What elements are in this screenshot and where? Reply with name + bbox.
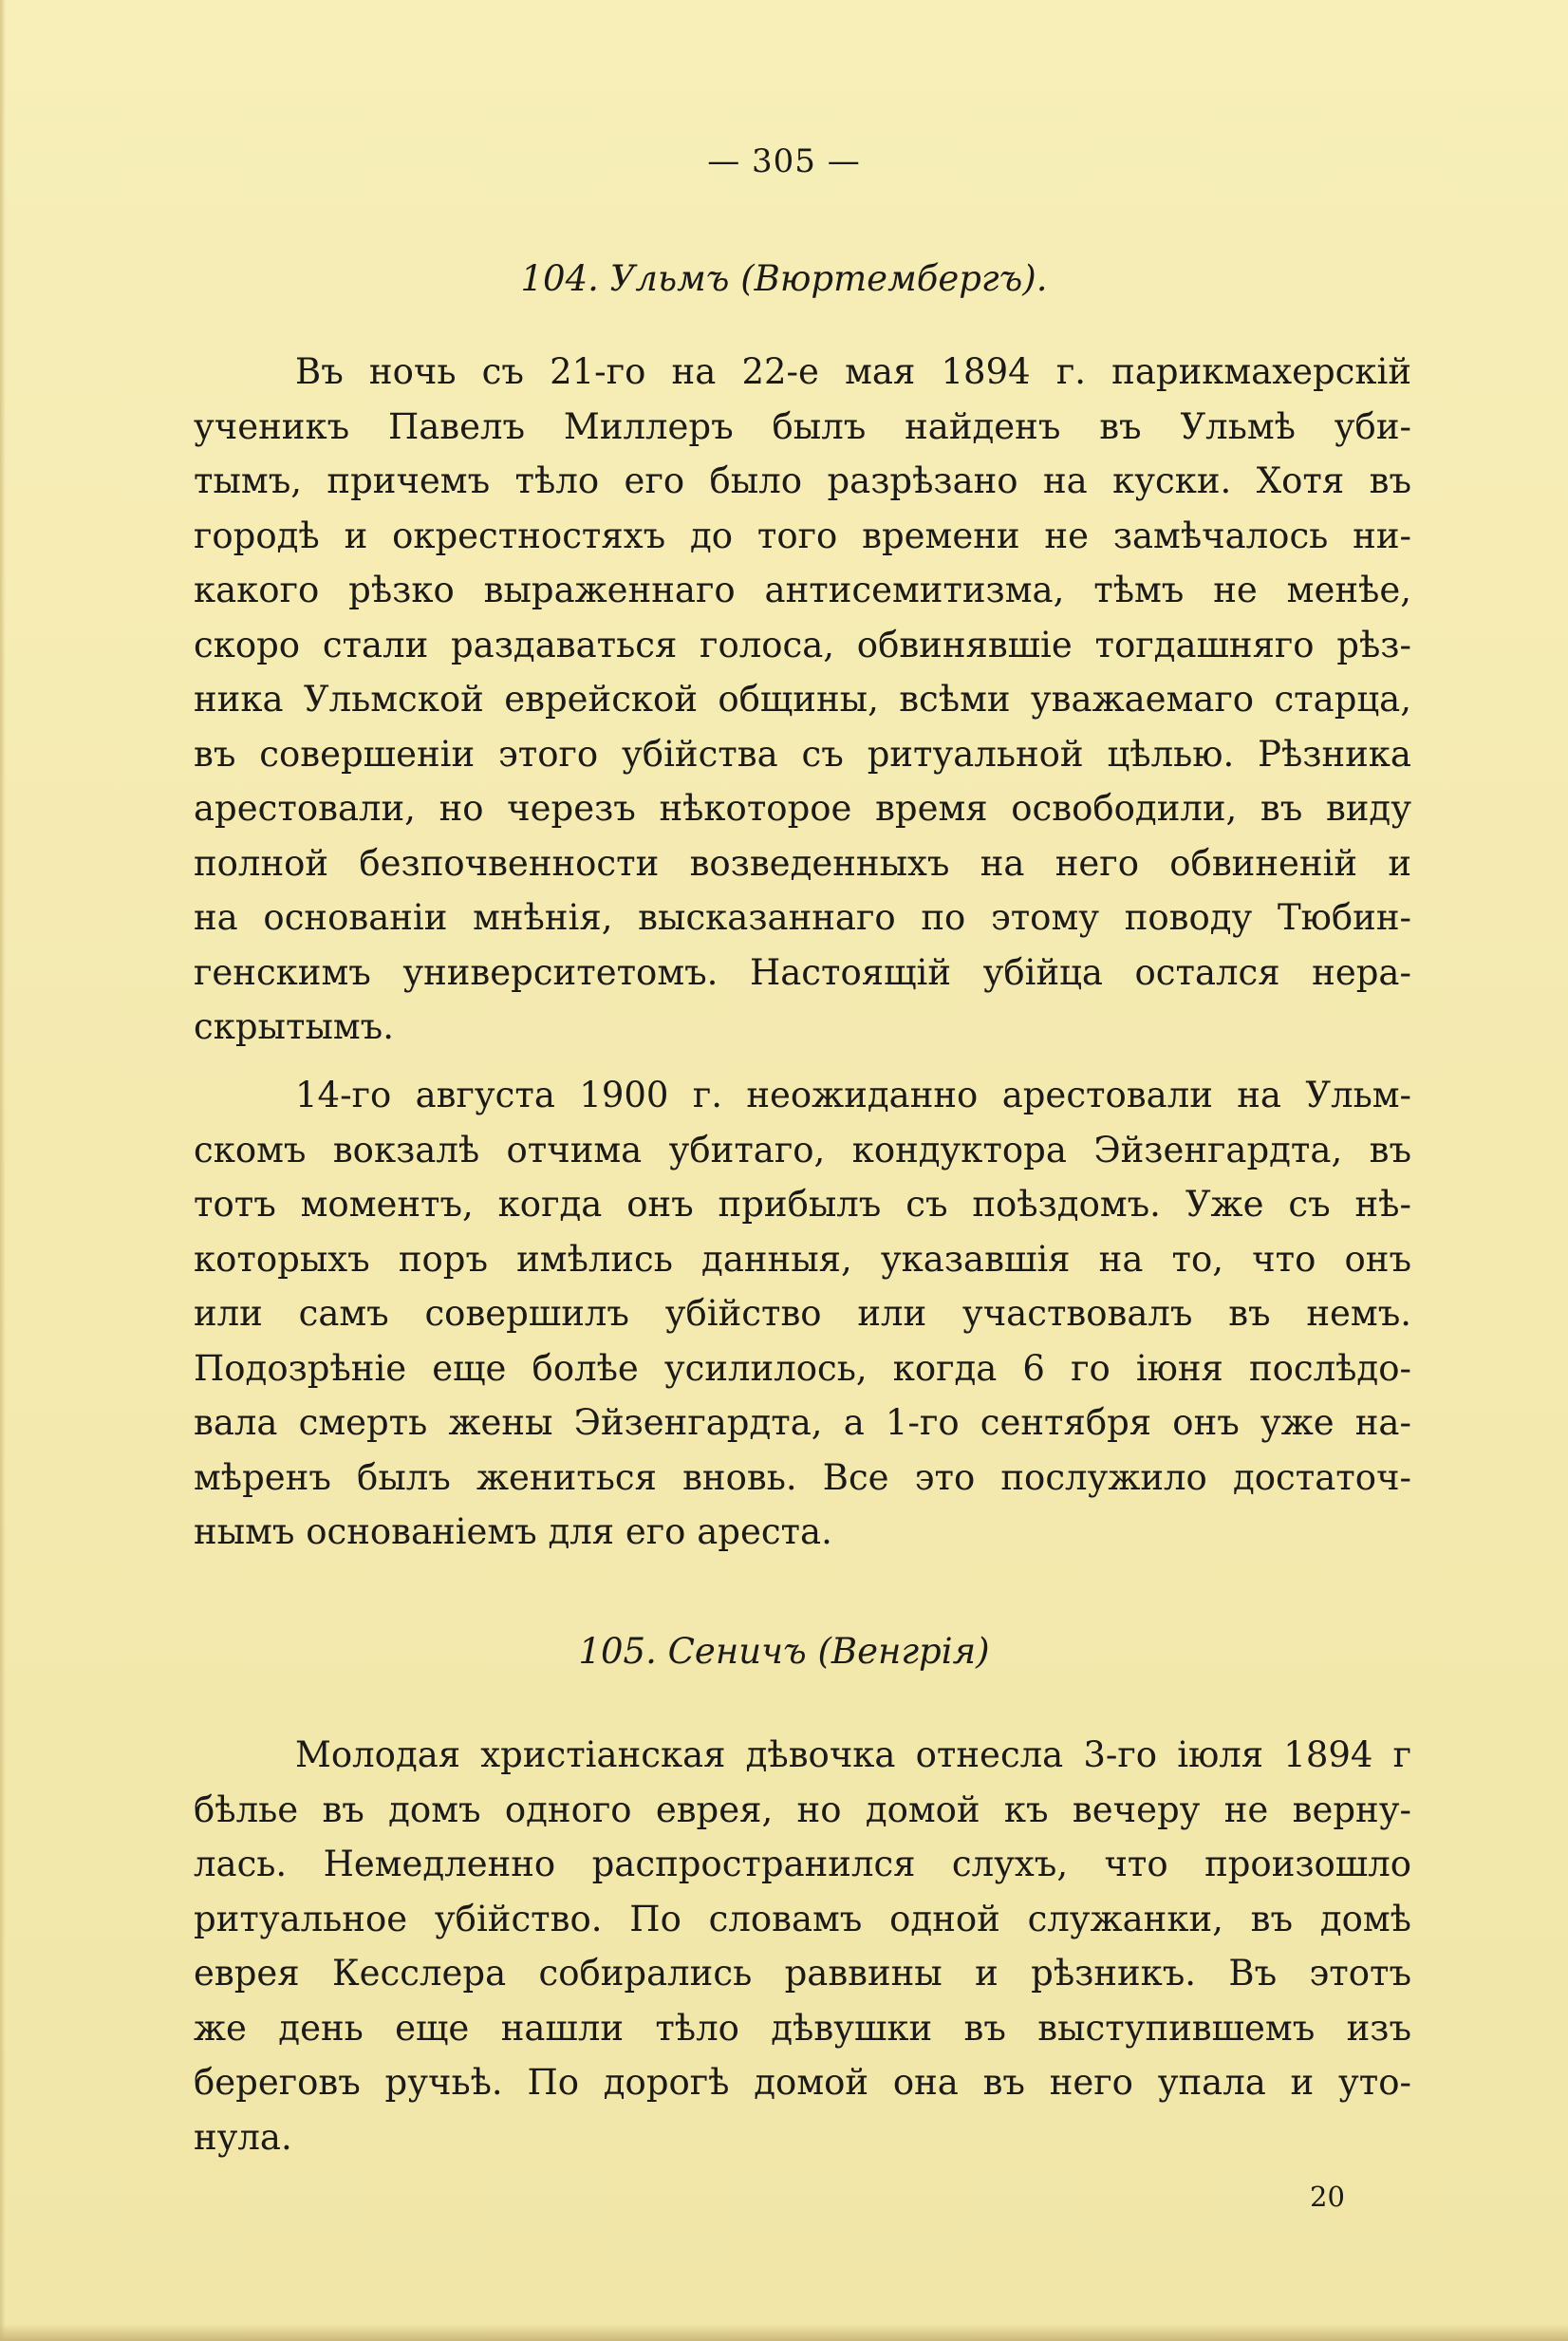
paragraph-ulm-2 xyxy=(194,1068,1411,1560)
text-line: или самъ совершилъ убійство или участвовалъ въ немъ. xyxy=(194,1293,1411,1334)
page-edge-bottom xyxy=(0,2324,1568,2341)
paragraph-ulm-1 xyxy=(194,345,1411,1055)
text-line: въ совершеніи этого убійства съ ритуальной цѣлью. Рѣзника xyxy=(194,733,1411,775)
text-line: нула. xyxy=(194,2116,292,2158)
text-line: какого рѣзко выраженнаго антисемитизма, тѣмъ не менѣе, xyxy=(194,570,1411,610)
text-line: скоро стали раздаваться голоса, обвинявшіе тогдашняго рѣз- xyxy=(194,624,1411,665)
signature-mark: 20 xyxy=(1310,2181,1345,2213)
text-line: Въ ночь съ 21-го на 22-е мая 1894 г. парикмахерскій xyxy=(295,351,1411,392)
text-line: городѣ и окрестностяхъ до того времени не замѣчалось ни- xyxy=(194,515,1411,556)
text-line: береговъ ручьѣ. По дорогѣ домой она въ него упала и уто- xyxy=(194,2062,1411,2103)
text-line: полной безпочвенности возведенныхъ на него обвиненій и xyxy=(194,842,1411,884)
paragraph-senic-1 xyxy=(194,1728,1411,2164)
text-line: ритуальное убійство. По словамъ одной служанки, въ домѣ xyxy=(194,1898,1411,1939)
text-line: тымъ, причемъ тѣло его было разрѣзано на куски. Хотя въ xyxy=(194,460,1411,501)
text-line: еврея Кесслера собирались раввины и рѣзникъ. Въ этотъ xyxy=(194,1953,1411,1994)
page-number: — 305 — xyxy=(707,142,861,180)
text-line: же день еще нашли тѣло дѣвушки въ выступившемъ изъ xyxy=(194,2007,1411,2049)
text-line: на основаніи мнѣнія, высказаннаго по этому поводу Тюбин- xyxy=(194,897,1411,938)
text-line: тотъ моментъ, когда онъ прибылъ съ поѣздомъ. Уже съ нѣ- xyxy=(194,1184,1411,1225)
section-heading-senic: 105. Сеничъ (Венгрія) xyxy=(578,1631,990,1672)
text-line: ученикъ Павелъ Миллеръ былъ найденъ въ Ульмѣ уби- xyxy=(194,405,1411,447)
section-heading-ulm: 104. Ульмъ (Вюртембергъ). xyxy=(520,258,1048,299)
text-line: скрытымъ. xyxy=(194,1006,394,1047)
text-line: ника Ульмской еврейской общины, всѣми уважаемаго старца, xyxy=(194,679,1411,720)
page-edge-left xyxy=(0,0,6,2341)
text-line: 14-го августа 1900 г. неожиданно арестовали на Ульм- xyxy=(295,1075,1411,1115)
text-line: мѣренъ былъ жениться вновь. Все это послужило достаточ- xyxy=(194,1456,1411,1498)
text-line: вала смерть жены Эйзенгардта, а 1-го сентября онъ уже на- xyxy=(194,1402,1411,1443)
text-line: Подозрѣніе еще болѣе усилилось, когда 6 го іюня послѣдо- xyxy=(194,1347,1411,1389)
text-line: бѣлье въ домъ одного еврея, но домой къ вечеру не верну- xyxy=(194,1789,1411,1830)
text-line: Молодая христіанская дѣвочка отнесла 3-го іюля 1894 г xyxy=(295,1734,1411,1775)
text-line: арестовали, но черезъ нѣкоторое время освободили, въ виду xyxy=(194,788,1411,829)
text-line: скомъ вокзалѣ отчима убитаго, кондуктора Эйзенгардта, въ xyxy=(194,1129,1411,1170)
text-line: лась. Немедленно распространился слухъ, что произошло xyxy=(194,1844,1411,1884)
text-line: которыхъ поръ имѣлись данныя, указавшія на то, что онъ xyxy=(194,1238,1411,1280)
text-line: нымъ основаніемъ для его ареста. xyxy=(194,1511,832,1552)
text-line: генскимъ университетомъ. Настоящій убійца остался нера- xyxy=(194,951,1411,993)
